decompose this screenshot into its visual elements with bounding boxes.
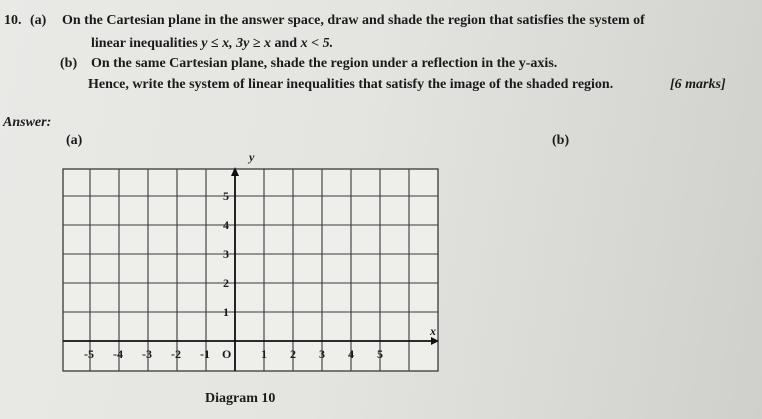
inequality-1: y ≤ x, <box>201 36 233 51</box>
y-tick-label: 5 <box>223 189 229 203</box>
x-tick-label: 3 <box>319 347 325 361</box>
part-b-line-1: On the same Cartesian plane, shade the region under a reflection in the y-axis. <box>91 56 558 71</box>
and-text: and <box>274 36 298 51</box>
part-b-line-2: Hence, write the system of linear inequalities that satisfy the image of the shaded region. <box>88 77 614 92</box>
part-a-line-2-prefix: linear inequalities <box>91 36 198 51</box>
inequality-2: 3y ≥ x <box>236 36 272 51</box>
x-axis-label: x <box>430 324 436 338</box>
answer-part-a-label: (a) <box>66 133 83 148</box>
cartesian-plane-svg[interactable] <box>56 146 446 374</box>
part-a-line-1: On the Cartesian plane in the answer space, draw and shade the region that satisfies the system of <box>62 13 645 28</box>
x-tick-label: 5 <box>377 347 383 361</box>
x-tick-label: -5 <box>84 347 94 361</box>
y-tick-label: 3 <box>223 247 229 261</box>
x-tick-label: -1 <box>200 347 210 361</box>
x-tick-label: 2 <box>290 347 296 361</box>
part-b-label: (b) <box>60 56 78 71</box>
cartesian-plane[interactable] <box>56 146 446 374</box>
y-axis-label: y <box>249 150 255 164</box>
origin-label: O <box>222 347 232 361</box>
y-tick-label: 4 <box>223 218 229 232</box>
y-tick-label: 1 <box>223 305 229 319</box>
part-a-line-2 <box>91 35 333 52</box>
x-tick-label: -4 <box>113 347 123 361</box>
x-tick-label: 4 <box>348 347 354 361</box>
part-a-label: (a) <box>30 13 47 28</box>
y-tick-label: 2 <box>223 276 229 290</box>
inequality-3: x < 5. <box>300 36 334 51</box>
answer-label: Answer: <box>3 115 52 130</box>
answer-part-b-label: (b) <box>552 133 570 148</box>
x-tick-label: -3 <box>142 347 152 361</box>
question-number: 10. <box>4 13 22 28</box>
x-tick-label: -2 <box>171 347 181 361</box>
diagram-caption: Diagram 10 <box>205 391 276 406</box>
marks: [6 marks] <box>670 77 726 92</box>
x-tick-label: 1 <box>261 347 267 361</box>
